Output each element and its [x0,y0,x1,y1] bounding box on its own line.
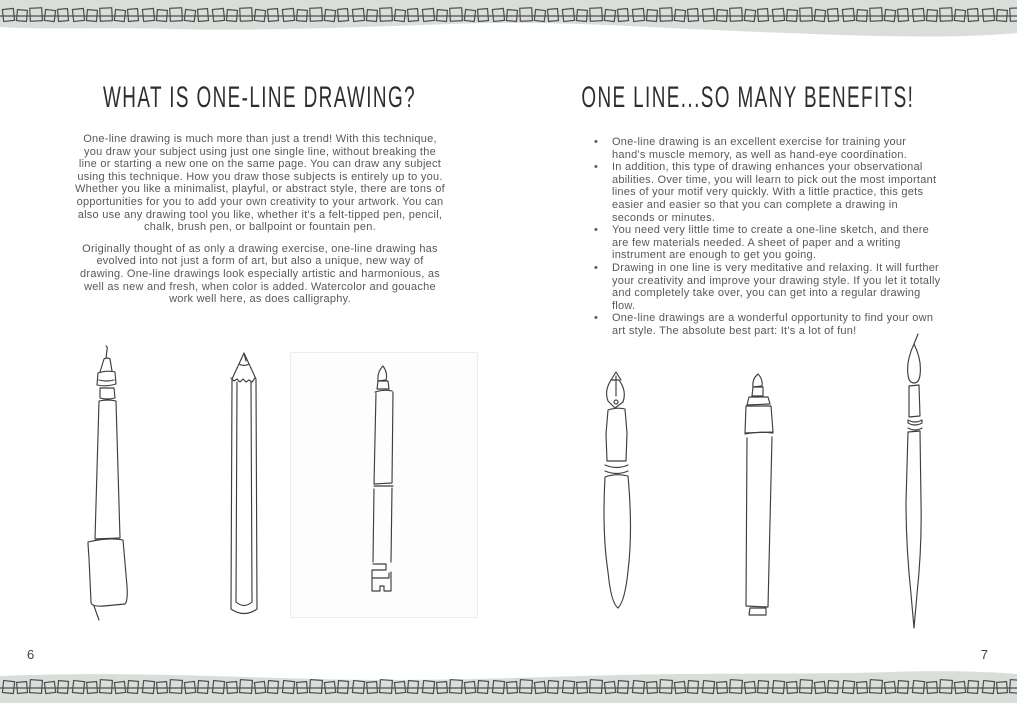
list-item [590,224,942,262]
list-item [590,161,942,224]
left-paragraph-2: Originally thought of as only a drawing exercise, one-line drawing has evolved into not just a form of art, but also a unique, new way of drawing. One-line drawings look especially artistic and harmonious, as well as new and fresh, when color is added. Watercolor and gouache work well here, as does calligraphy. [80,242,440,306]
fountain-pen-illustration [594,370,638,618]
list-item-text: One-line drawings are a wonderful opportunity to find your own art style. The absolute best part: It's a lot of fun! [612,312,934,337]
left-page-title [25,82,495,116]
right-page-title [508,82,988,116]
benefits-list [590,136,942,338]
list-item [590,312,942,337]
list-item [590,262,942,312]
brush-pen-illustration [366,364,400,604]
bullet-icon: • [594,136,599,148]
bullet-icon: • [594,161,599,174]
marker-pen-illustration [736,372,780,620]
right-page-title-text: ONE LINE...SO MANY BENEFITS! [581,80,915,114]
list-item [590,136,942,161]
list-item-text: One-line drawing is an excellent exercise for training your hand's muscle memory, as well as hand-eye coordination. [612,136,908,161]
page-number-right: 7 [980,647,988,662]
pencil-illustration [226,351,262,623]
bullet-icon: • [594,224,599,237]
list-item-text: Drawing in one line is very meditative and relaxing. It will further your creativity and improve your drawing style. If you let it totally and completely take over, you can get into a regular drawing flow. [612,261,941,312]
list-item-text: In addition, this type of drawing enhances your observational abilities. Over time, you will learn to pick out the most important lines of your motif very quickly. With a little practice, this gets easier and easier so that you can complete a drawing in seconds or minutes. [612,161,937,224]
bullet-icon: • [594,261,599,274]
list-item-text: You need very little time to create a one-line sketch, and there are few materials needed. A sheet of paper and a writing instrument are enough to get you going. [612,224,930,262]
left-page-title-text: WHAT IS ONE-LINE DRAWING? [103,80,417,114]
bullet-icon: • [594,312,599,325]
fineliner-pen-illustration [82,344,134,626]
left-paragraph-1: One-line drawing is much more than just a trend! With this technique, you draw your subject using just one single line, without breaking the line or starting a new one on the same page. You can draw any subject using this technique. How you draw those subjects is entirely up to you. Whether you like a minimalist, playful, or abstract style, there are tons of opportunities for you to add your own creativity to your artwork. You can also use any drawing tool you like, whether it's a felt-tipped pen, pencil, chalk, brush pen, or ballpoint or fountain pen. [75,133,445,234]
page-number-left: 6 [27,647,35,662]
paintbrush-illustration [898,332,928,632]
